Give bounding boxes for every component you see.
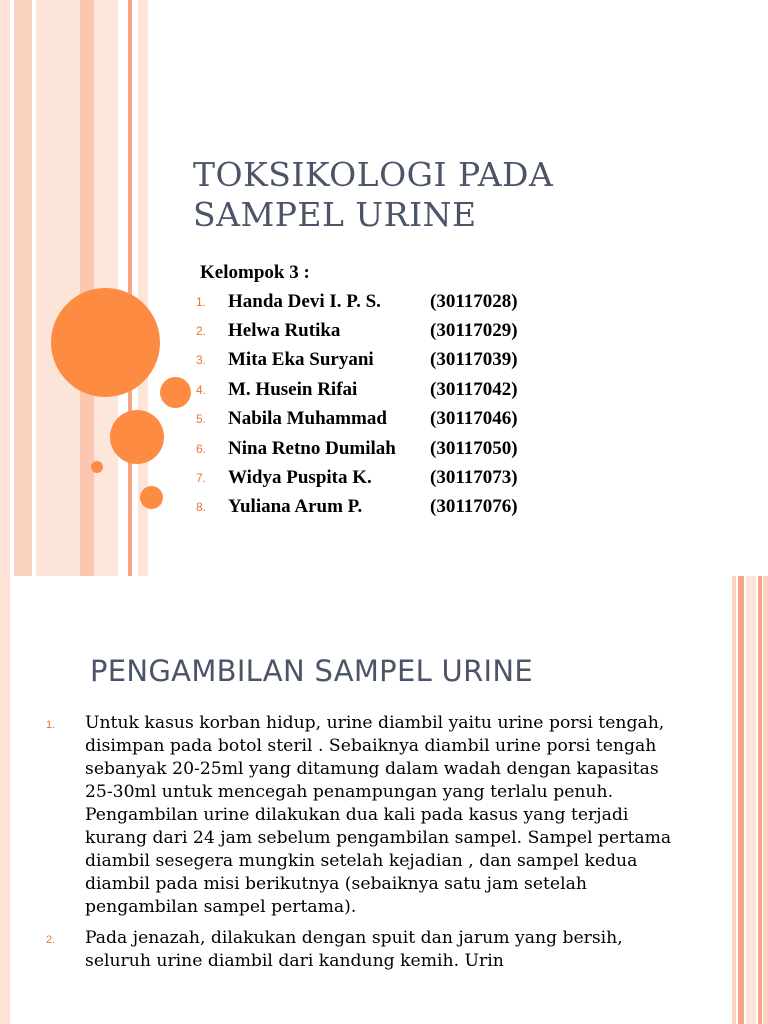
decorative-stripes [0, 0, 150, 576]
member-item [196, 405, 518, 434]
list-number: 5. [196, 412, 207, 427]
member-id: (30117050) [430, 437, 518, 459]
member-id: (30117076) [430, 496, 518, 518]
member-item [196, 463, 518, 492]
list-number: 2. [46, 934, 56, 946]
list-item [44, 927, 684, 973]
decorative-circle-medium [110, 410, 164, 464]
list-item [44, 712, 684, 919]
list-number: 6. [196, 441, 207, 456]
member-id: (30117039) [430, 349, 518, 371]
member-list [196, 287, 518, 522]
member-id: (30117029) [430, 320, 518, 342]
slide-title [193, 155, 733, 235]
member-name: Nina Retno Dumilah [228, 437, 396, 459]
member-item [196, 493, 518, 522]
member-id: (30117042) [430, 378, 518, 400]
point-list [44, 712, 684, 981]
decorative-circle-small [160, 377, 191, 408]
member-name: Yuliana Arum P. [228, 496, 363, 518]
member-name: Widya Puspita K. [228, 467, 372, 489]
point-text: Untuk kasus korban hidup, urine diambil yaitu urine porsi tengah, disimpan pada botol steril . Sebaiknya diambil urine porsi tengah sebanyak 20-25ml yang ditamung dalam wadah dengan kapasitas 25-30ml untuk mencegah penampungan yang terlalu penuh. Pengambilan urine dilakukan dua kali pada kasus yang terjadi kurang dari 24 jam sebelum pengambilan sampel. Sampel pertama diambil sesegera mungkin setelah kejadian , dan sampel kedua diambil pada misi berikutnya (sebaiknya satu jam setelah pengambilan sampel pertama). [85, 713, 672, 917]
decorative-circle-tiny [91, 461, 103, 473]
member-id: (30117046) [430, 408, 518, 430]
list-number: 1. [196, 294, 207, 309]
slide-title: PENGAMBILAN SAMPEL URINE [90, 654, 533, 688]
member-item [196, 375, 518, 404]
slide-2 [0, 576, 768, 1024]
member-name: Helwa Rutika [228, 320, 341, 342]
member-name: M. Husein Rifai [228, 378, 358, 400]
member-name: Mita Eka Suryani [228, 349, 374, 371]
member-item [196, 434, 518, 463]
member-name: Handa Devi I. P. S. [228, 290, 381, 312]
member-item [196, 316, 518, 345]
decorative-circle-small-2 [140, 486, 163, 509]
list-number: 2. [196, 324, 207, 339]
decorative-stripes-right [732, 576, 768, 1024]
decorative-stripe-left [0, 576, 10, 1024]
decorative-circle-large [51, 288, 160, 397]
title-line-2: SAMPEL URINE [193, 195, 477, 234]
member-id: (30117028) [430, 290, 518, 312]
list-number: 8. [196, 500, 207, 515]
group-label: Kelompok 3 : [200, 262, 310, 283]
list-number: 7. [196, 471, 207, 486]
member-item [196, 346, 518, 375]
member-item [196, 287, 518, 316]
member-id: (30117073) [430, 467, 518, 489]
list-number: 4. [196, 382, 207, 397]
member-name: Nabila Muhammad [228, 408, 387, 430]
list-number: 3. [196, 353, 207, 368]
point-text: Pada jenazah, dilakukan dengan spuit dan jarum yang bersih, seluruh urine diambil dari kandung kemih. Urin [85, 928, 623, 971]
list-number: 1. [46, 719, 56, 731]
title-line-1: TOKSIKOLOGI PADA [193, 155, 554, 194]
